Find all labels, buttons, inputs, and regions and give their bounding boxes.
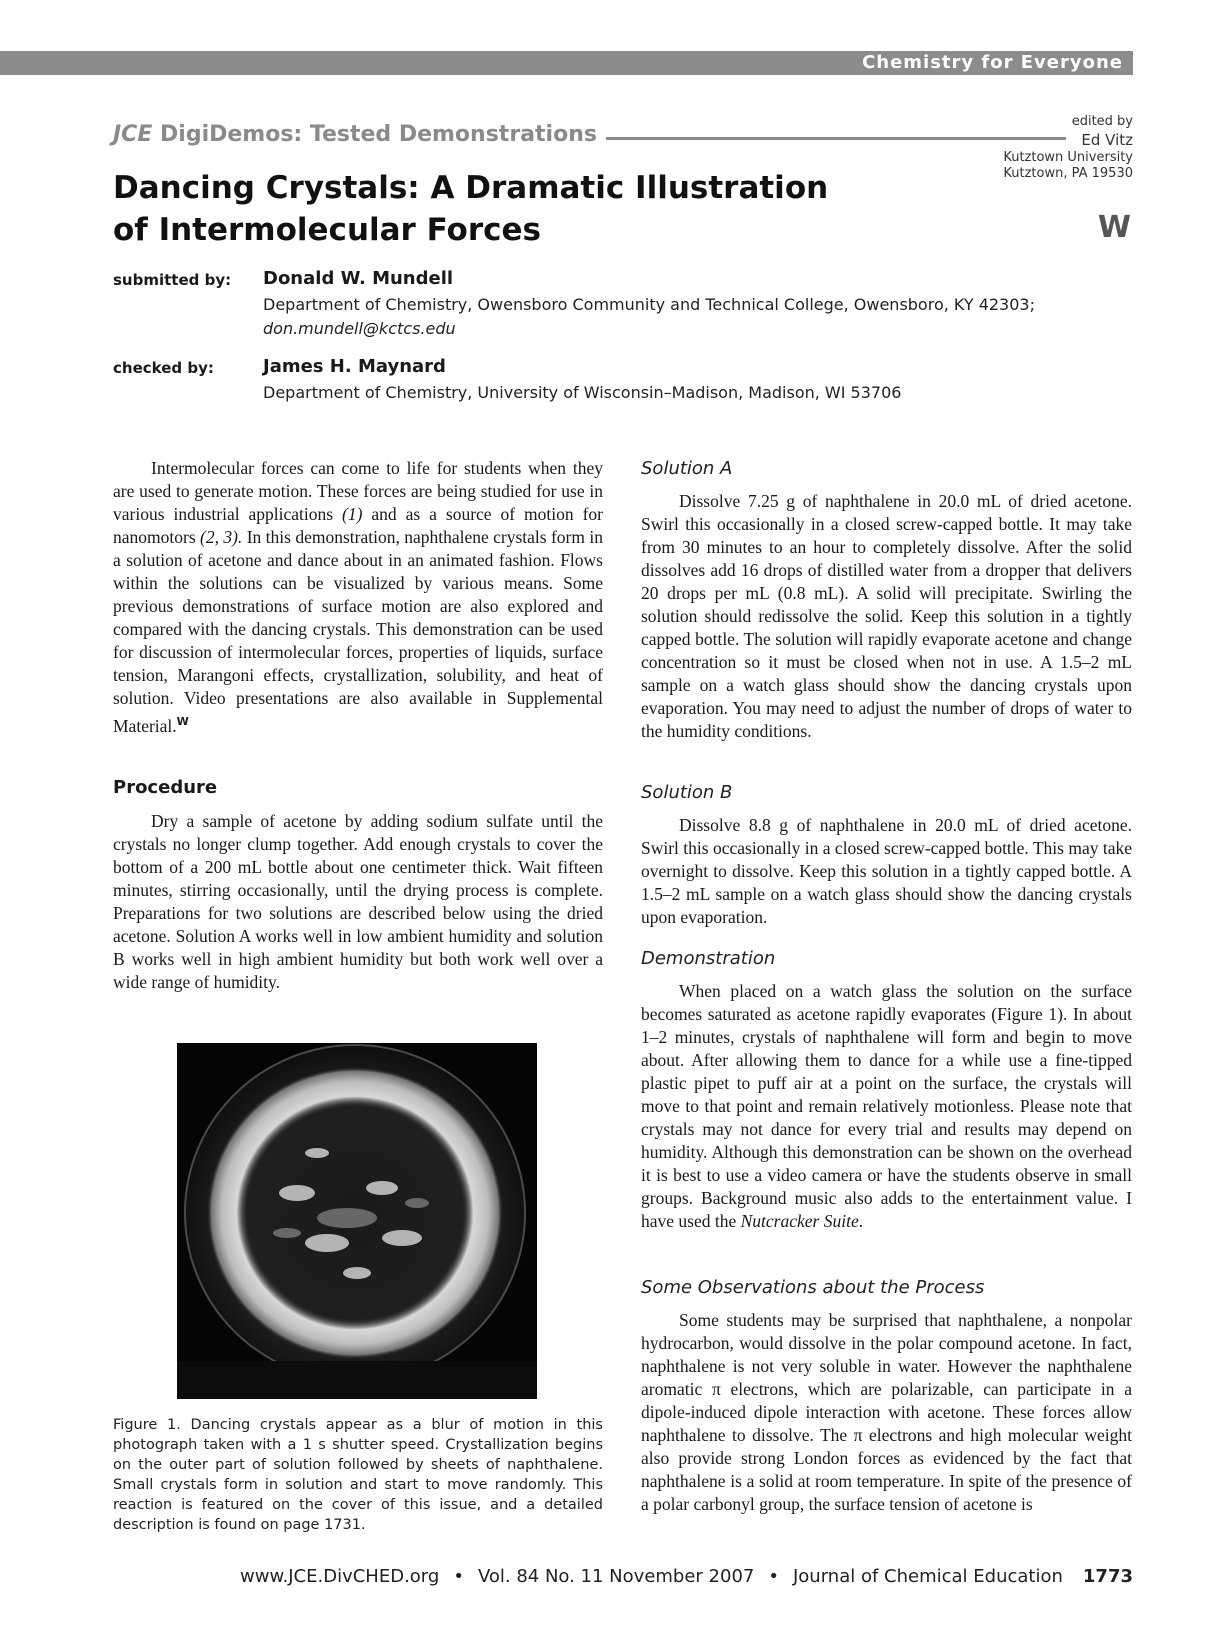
checker-name: James H. Maynard xyxy=(263,356,446,377)
submitted-by-label: submitted by: xyxy=(113,271,232,289)
figure-caption: Figure 1. Dancing crystals appear as a blur of motion in this photograph taken with a 1 s shutter speed. Crystallization begins on the outer part of solution followed by sheets of naphthalene. Small crystals form in solution and start to move randomly. This reaction is featured on the cover of this issue, and a detailed description is found on page 1731. xyxy=(113,1417,603,1533)
observations-text: Some students may be surprised that naphthalene, a nonpolar hydrocarbon, would dissolve in the polar compound acetone. In fact, naphthalene is not very soluble in water. However the naphthalene aromatic π electrons, which are polarizable, can participate in a dipole-induced dipole interaction with acetone. These forces allow naphthalene to dissolve. The π electrons and high molecular weight also provide strong London forces as evidenced by the fact that naphthalene is a solid at room temperature. In spite of the presence of a polar carbonyl group, the surface tension of acetone is xyxy=(641,1310,1132,1514)
web-supplement-icon: W xyxy=(1097,210,1131,245)
editor-block xyxy=(1003,114,1133,182)
page-footer xyxy=(227,1566,1133,1587)
crystal-dish-image xyxy=(177,1043,537,1399)
figure-1-photo xyxy=(177,1043,537,1399)
intro-paragraph xyxy=(113,457,603,738)
demonstration-end: . xyxy=(858,1211,864,1231)
section-label: Chemistry for Everyone xyxy=(862,52,1123,73)
nutcracker-title: Nutcracker Suite xyxy=(740,1211,859,1231)
issue-info: Vol. 84 No. 11 November 2007 xyxy=(477,1566,755,1587)
intro-text-c: In this demonstration, naphthalene crystals form in a solution of acetone and dance about in an animated fashion. Flows within the solutions can be visualized by various means. Some previous demonstrations of surface motion are also explored and compared with the dancing crystals. This demonstration can be used for discussion of intermolecular forces, properties of liquids, surface tension, Marangoni effects, crystallization, solubility, and heat of solution. Video presentations are also available in Supplemental Material. xyxy=(113,527,603,736)
article-title xyxy=(113,167,828,251)
solution-b-text: Dissolve 8.8 g of naphthalene in 20.0 mL of dried acetone. Swirl this occasionally in a closed screw-capped bottle. This may take overnight to dissolve. Keep this solution in a tightly capped bottle. A 1.5–2 mL sample on a watch glass should show the dancing crystals upon evaporation. xyxy=(641,815,1132,927)
checker-affiliation: Department of Chemistry, University of Wisconsin–Madison, Madison, WI 53706 xyxy=(263,383,902,402)
journal-name: Journal of Chemical Education xyxy=(792,1566,1063,1587)
demonstration-paragraph xyxy=(641,980,1132,1233)
web-mark-icon: W xyxy=(176,715,189,728)
author-affiliation: Department of Chemistry, Owensboro Community and Technical College, Owensboro, KY 42303; xyxy=(263,295,1035,314)
ref-1: (1) xyxy=(342,504,363,524)
footer-separator: • xyxy=(453,1566,464,1587)
observations-paragraph xyxy=(641,1309,1132,1516)
intro-text-a: Intermolecular forces can come to life for students when they are used to generate motion. These forces are being studied for use in various industrial applications xyxy=(113,458,603,524)
editor-address: Kutztown, PA 19530 xyxy=(1003,166,1133,181)
series-rest: DigiDemos: Tested Demonstrations xyxy=(152,122,597,147)
author-name: Donald W. Mundell xyxy=(263,268,454,289)
procedure-paragraph xyxy=(113,810,603,994)
solution-b-paragraph xyxy=(641,814,1132,929)
section-header-bar xyxy=(0,51,1133,75)
ref-2-3: (2, 3). xyxy=(200,527,243,547)
series-prefix: JCE xyxy=(113,122,153,147)
solution-b-heading: Solution B xyxy=(641,782,733,803)
observations-heading: Some Observations about the Process xyxy=(641,1277,985,1298)
series-title xyxy=(113,122,597,147)
journal-url[interactable]: www.JCE.DivCHED.org xyxy=(240,1566,440,1587)
intro-text-b: and as a source of motion for nanomotors xyxy=(113,504,603,547)
solution-a-heading: Solution A xyxy=(641,458,733,479)
article-title-line-1: Dancing Crystals: A Dramatic Illustration xyxy=(113,170,829,206)
checked-by-label: checked by: xyxy=(113,359,214,377)
edited-by-label: edited by xyxy=(1071,114,1133,129)
demonstration-text: When placed on a watch glass the solution on the surface becomes saturated as acetone rapidly evaporates (Figure 1). In about 1–2 minutes, crystals of naphthalene will form and begin to move about. After allowing them to dance for a while use a fine-tipped plastic pipet to puff air at a point on the surface, the crystals will move to that point and remain relatively motionless. Please note that crystals may not dance for every trial and results may depend on humidity. Although this demonstration can be shown on the overhead it is best to use a video camera or have the students observe in small groups. Background music also adds to the entertainment value. I have used the xyxy=(641,981,1132,1231)
footer-separator: • xyxy=(768,1566,779,1587)
editor-name: Ed Vitz xyxy=(1081,131,1133,149)
article-title-line-2: of Intermolecular Forces xyxy=(113,212,541,248)
author-email[interactable]: don.mundell@kctcs.edu xyxy=(263,319,456,338)
editor-institution: Kutztown University xyxy=(1003,150,1133,165)
procedure-heading: Procedure xyxy=(113,777,218,798)
page-number: 1773 xyxy=(1082,1566,1133,1587)
solution-a-text: Dissolve 7.25 g of naphthalene in 20.0 mL of dried acetone. Swirl this occasionally in a closed screw-capped bottle. It may take from 30 minutes to an hour to completely dissolve. After the solid dissolves add 16 drops of distilled water from a dropper that delivers 20 drops per mL (0.8 mL). A solid will precipitate. Swirling the solution should redissolve the solid. Keep this solution in a tightly capped bottle. The solution will rapidly evaporate acetone and change concentration so it must be closed when not in use. A 1.5–2 mL sample on a watch glass should show the dancing crystals upon evaporation. You may need to adjust the number of drops of water to the humidity conditions. xyxy=(641,491,1132,741)
solution-a-paragraph xyxy=(641,490,1132,743)
procedure-text: Dry a sample of acetone by adding sodium sulfate until the crystals no longer clump together. Add enough crystals to cover the bottom of a 200 mL bottle about one centimeter thick. Wait fifteen minutes, stirring occasionally, until the drying process is complete. Preparations for two solutions are described below using the dried acetone. Solution A works well in low ambient humidity and solution B works well in high ambient humidity but both work well over a wide range of humidity. xyxy=(113,811,603,992)
series-rule xyxy=(606,137,1066,140)
demonstration-heading: Demonstration xyxy=(641,948,776,969)
